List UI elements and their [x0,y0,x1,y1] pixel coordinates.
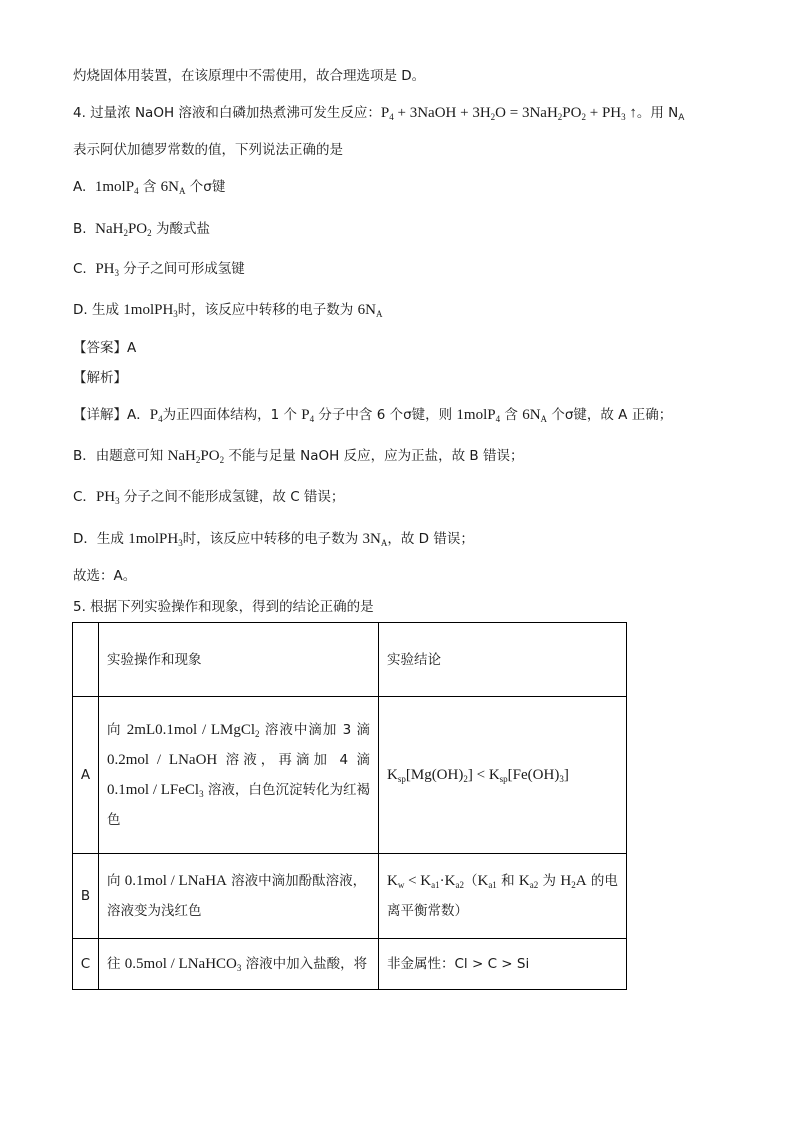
q4-intro: 4. 过量浓 NaOH 溶液和白磷加热煮沸可发生反应： [73,105,381,121]
detail-line-a: 【详解】A．$P_4$为正四面体结构，1 个 $P_4$ 分子中含 6 个σ键，则 1molP$_4$ 含 $6N_A$ 个σ键，故 A 正确； [73,407,673,424]
table-header-operation: 实验操作和现象 [99,623,379,697]
row-operation: 往 0.5mol / LNaHCO$_3$ 溶液中加入盐酸，将 [99,939,379,990]
row-conclusion: $K_{sp}[Mg(OH)_2] < K_{sp}[Fe(OH)_3]$ [379,697,627,854]
option-d: D. 生成 1molPH$_3$时，该反应中转移的电子数为 $6N_A$ [73,302,383,319]
answer-tag: 【答案】 [73,340,127,356]
table-header-empty [73,623,99,697]
question-4-stem: 4. 过量浓 NaOH 溶液和白磷加热煮沸可发生反应：$P_4$ + 3NaOH + $3H_2O = 3NaH_2PO_2 + PH_3$ ↑。用 $N_A$ [73,105,685,123]
text-line-continuation: 灼烧固体用装置，在该原理中不需使用，故合理选项是 D。 [73,68,426,84]
option-c: C. $PH_3$ 分子之间可形成氢键 [73,261,245,278]
detail-line-b: B．由题意可知 $NaH_2PO_2$ 不能与足量 NaOH 反应，应为正盐，故 B 错误； [73,448,524,465]
question-5-stem: 5. 根据下列实验操作和现象，得到的结论正确的是 [73,599,374,615]
row-label: C [73,939,99,990]
detail-line-c: C．$PH_3$ 分子之间不能形成氢键，故 C 错误； [73,489,345,506]
q4-equation: $P_4$ + 3NaOH + $3H_2O = 3NaH_2PO_2 + PH_3$ ↑ [380,105,637,122]
detail-conclusion: 故选：A。 [73,568,137,584]
row-conclusion: 非金属性：Cl > C > Si [379,939,627,990]
row-operation: 向 0.1mol / LNaHA 溶液中滴加酚酞溶液，溶液变为浅红色 [99,854,379,939]
row-conclusion: $K_w < K_{a1}\cdot K_{a2}(K_{a1}$ 和 $K_{a2}$ 为 $H_2A$ 的电离平衡常数） [379,854,627,939]
experiment-table [72,622,627,990]
table-row [73,939,627,990]
table-header-conclusion: 实验结论 [379,623,627,697]
answer-value: A [127,340,137,356]
analysis-tag: 【解析】 [73,370,127,386]
row-label: B [73,854,99,939]
option-a: A. 1molP$_4$ 含 $6N_A$ 个σ键 [73,179,226,196]
row-label: A [73,697,99,854]
row-operation: 向 2mL0.1mol / LMgCl$_2$ 溶液中滴加 3 滴 0.2mol / LNaOH 溶液，再滴加 4 滴 0.1mol / LFeCl$_3$ 溶液，白色沉淀转化为红褐色 [99,697,379,854]
table-row [73,854,627,939]
question-4-stem-line2: 表示阿伏加德罗常数的值，下列说法正确的是 [73,142,343,158]
option-b: B. $NaH_2PO_2$ 为酸式盐 [73,221,210,238]
table-header-row [73,623,627,697]
answer-line [73,338,136,358]
detail-line-d: D．生成 1molPH$_3$时，该反应中转移的电子数为 $3N_A$，故 D 错误； [73,531,474,548]
table-row [73,697,627,854]
